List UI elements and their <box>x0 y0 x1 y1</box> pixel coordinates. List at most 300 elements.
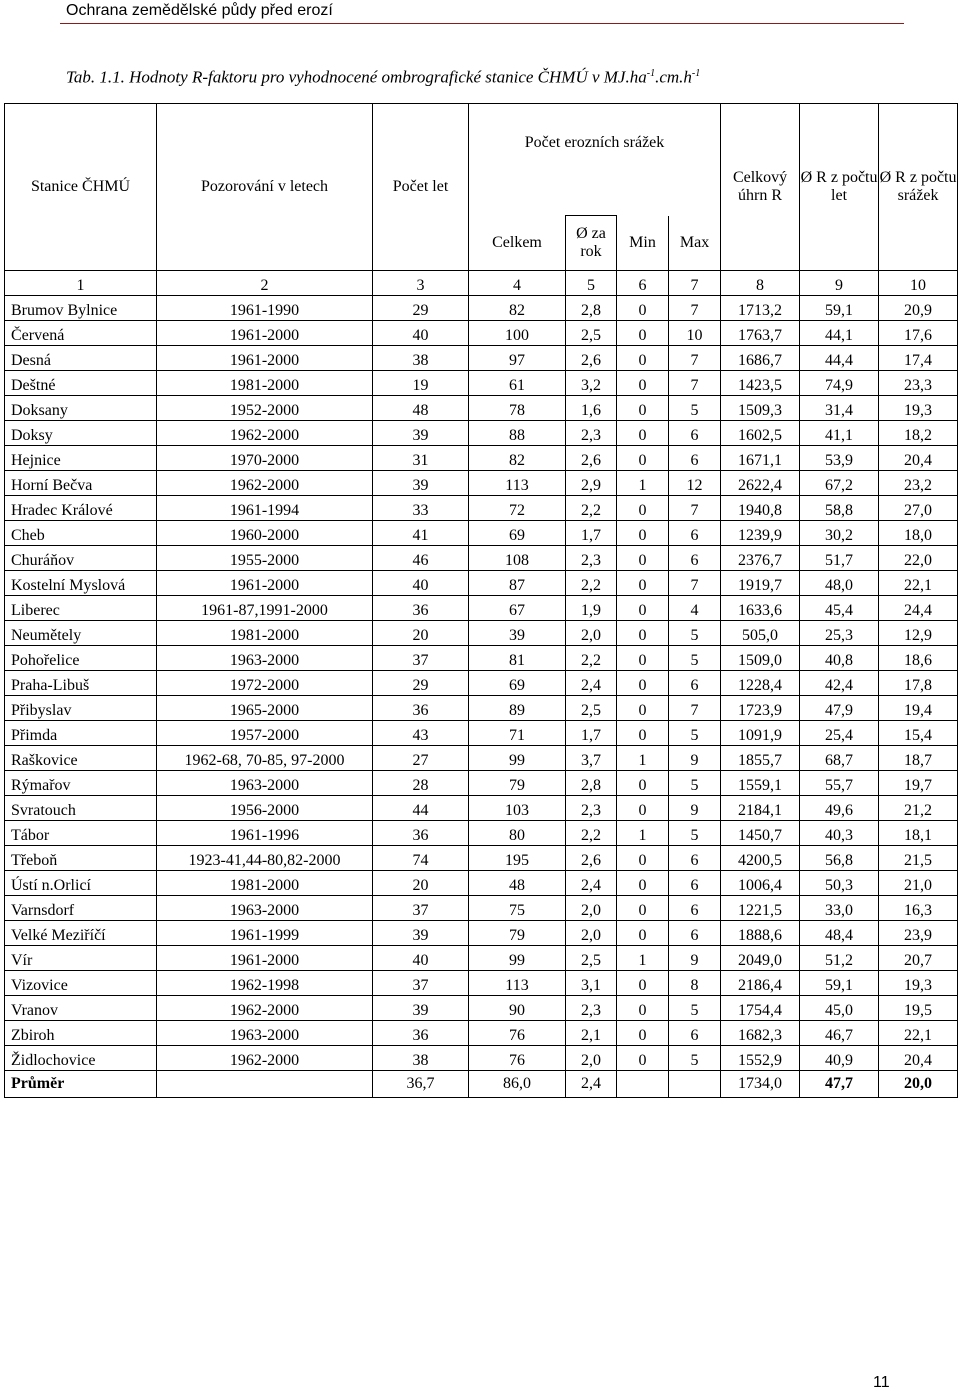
max-cell: 6 <box>669 546 721 571</box>
r-per-event-cell: 18,7 <box>879 746 958 771</box>
period-cell: 1961-1994 <box>157 496 373 521</box>
r-per-event-cell: 23,2 <box>879 471 958 496</box>
station-cell: Třeboň <box>5 846 157 871</box>
period-cell: 1965-2000 <box>157 696 373 721</box>
station-cell: Varnsdorf <box>5 896 157 921</box>
years-cell: 37 <box>373 896 469 921</box>
header-avg-per-year: Ø za rok <box>566 216 617 271</box>
total-events-cell: 113 <box>469 971 566 996</box>
r-per-year-cell: 45,4 <box>800 596 879 621</box>
years-cell: 41 <box>373 521 469 546</box>
station-cell: Pohořelice <box>5 646 157 671</box>
period-cell: 1961-87,1991-2000 <box>157 596 373 621</box>
r-per-event-cell: 19,3 <box>879 396 958 421</box>
years-cell: 20 <box>373 871 469 896</box>
total-events-cell: 88 <box>469 421 566 446</box>
column-index: 1 <box>5 271 157 296</box>
station-cell: Deštné <box>5 371 157 396</box>
min-cell: 0 <box>617 971 669 996</box>
period-cell: 1956-2000 <box>157 796 373 821</box>
average-per-year: 2,4 <box>566 1071 617 1098</box>
years-cell: 27 <box>373 746 469 771</box>
total-events-cell: 76 <box>469 1021 566 1046</box>
average-total-events: 86,0 <box>469 1071 566 1098</box>
station-cell: Doksany <box>5 396 157 421</box>
table-row <box>5 296 958 321</box>
r-per-year-cell: 55,7 <box>800 771 879 796</box>
period-cell: 1961-2000 <box>157 571 373 596</box>
avg-per-year-cell: 2,3 <box>566 996 617 1021</box>
table-row <box>5 371 958 396</box>
total-events-cell: 87 <box>469 571 566 596</box>
max-cell: 5 <box>669 646 721 671</box>
column-index: 8 <box>721 271 800 296</box>
period-cell: 1962-2000 <box>157 421 373 446</box>
r-per-event-cell: 27,0 <box>879 496 958 521</box>
r-per-year-cell: 68,7 <box>800 746 879 771</box>
station-cell: Brumov Bylnice <box>5 296 157 321</box>
period-cell: 1981-2000 <box>157 371 373 396</box>
table-row <box>5 871 958 896</box>
station-cell: Židlochovice <box>5 1046 157 1071</box>
avg-per-year-cell: 3,7 <box>566 746 617 771</box>
min-cell: 0 <box>617 496 669 521</box>
min-cell: 0 <box>617 321 669 346</box>
total-events-cell: 100 <box>469 321 566 346</box>
r-per-year-cell: 30,2 <box>800 521 879 546</box>
total-r-cell: 1855,7 <box>721 746 800 771</box>
avg-per-year-cell: 2,2 <box>566 496 617 521</box>
r-per-event-cell: 19,3 <box>879 971 958 996</box>
period-cell: 1963-2000 <box>157 771 373 796</box>
period-cell: 1961-1996 <box>157 821 373 846</box>
header-total-events: Celkem <box>469 216 566 271</box>
period-cell: 1955-2000 <box>157 546 373 571</box>
period-cell: 1962-1998 <box>157 971 373 996</box>
max-cell: 8 <box>669 971 721 996</box>
column-index-row <box>5 271 958 296</box>
total-events-cell: 75 <box>469 896 566 921</box>
period-cell: 1962-2000 <box>157 996 373 1021</box>
period-cell: 1963-2000 <box>157 646 373 671</box>
years-cell: 39 <box>373 421 469 446</box>
r-per-event-cell: 22,1 <box>879 571 958 596</box>
r-per-event-cell: 18,6 <box>879 646 958 671</box>
caption-unit: .cm.h <box>655 67 692 87</box>
period-cell: 1963-2000 <box>157 896 373 921</box>
running-header: Ochrana zemědělské půdy před erozí <box>66 2 333 19</box>
average-r-per-year: 47,7 <box>800 1071 879 1098</box>
min-cell: 0 <box>617 721 669 746</box>
min-cell: 1 <box>617 746 669 771</box>
r-per-year-cell: 56,8 <box>800 846 879 871</box>
average-max <box>669 1071 721 1098</box>
min-cell: 0 <box>617 846 669 871</box>
station-cell: Hejnice <box>5 446 157 471</box>
total-r-cell: 1221,5 <box>721 896 800 921</box>
period-cell: 1981-2000 <box>157 621 373 646</box>
r-factor-table <box>4 103 958 1098</box>
column-index: 5 <box>566 271 617 296</box>
total-events-cell: 81 <box>469 646 566 671</box>
caption-text: Tab. 1.1. Hodnoty R-faktoru pro vyhodnocené ombrografické stanice ČHMÚ v MJ.ha <box>66 67 647 87</box>
station-cell: Raškovice <box>5 746 157 771</box>
period-cell: 1961-2000 <box>157 321 373 346</box>
max-cell: 9 <box>669 796 721 821</box>
total-r-cell: 1919,7 <box>721 571 800 596</box>
avg-per-year-cell: 2,4 <box>566 871 617 896</box>
total-r-cell: 1686,7 <box>721 346 800 371</box>
r-per-event-cell: 20,9 <box>879 296 958 321</box>
avg-per-year-cell: 2,8 <box>566 771 617 796</box>
table-body <box>5 296 958 1071</box>
max-cell: 9 <box>669 746 721 771</box>
column-index: 7 <box>669 271 721 296</box>
avg-per-year-cell: 2,2 <box>566 571 617 596</box>
years-cell: 74 <box>373 846 469 871</box>
r-per-event-cell: 23,3 <box>879 371 958 396</box>
station-cell: Přimda <box>5 721 157 746</box>
total-events-cell: 67 <box>469 596 566 621</box>
r-per-year-cell: 44,4 <box>800 346 879 371</box>
average-row <box>5 1071 958 1098</box>
average-r-per-event: 20,0 <box>879 1071 958 1098</box>
years-cell: 48 <box>373 396 469 421</box>
station-cell: Vranov <box>5 996 157 1021</box>
avg-per-year-cell: 2,5 <box>566 946 617 971</box>
min-cell: 1 <box>617 946 669 971</box>
table-row <box>5 346 958 371</box>
total-events-cell: 89 <box>469 696 566 721</box>
avg-per-year-cell: 2,4 <box>566 671 617 696</box>
table-row <box>5 471 958 496</box>
period-cell: 1957-2000 <box>157 721 373 746</box>
table-row <box>5 746 958 771</box>
r-per-event-cell: 15,4 <box>879 721 958 746</box>
years-cell: 36 <box>373 1021 469 1046</box>
column-index: 6 <box>617 271 669 296</box>
table-row <box>5 546 958 571</box>
avg-per-year-cell: 2,5 <box>566 321 617 346</box>
total-events-cell: 76 <box>469 1046 566 1071</box>
total-events-cell: 78 <box>469 396 566 421</box>
r-per-event-cell: 22,1 <box>879 1021 958 1046</box>
station-cell: Liberec <box>5 596 157 621</box>
years-cell: 39 <box>373 921 469 946</box>
total-events-cell: 80 <box>469 821 566 846</box>
max-cell: 6 <box>669 446 721 471</box>
column-index: 4 <box>469 271 566 296</box>
min-cell: 0 <box>617 396 669 421</box>
total-events-cell: 195 <box>469 846 566 871</box>
r-per-event-cell: 21,0 <box>879 871 958 896</box>
min-cell: 0 <box>617 546 669 571</box>
avg-per-year-cell: 2,3 <box>566 421 617 446</box>
r-per-event-cell: 23,9 <box>879 921 958 946</box>
r-per-event-cell: 21,5 <box>879 846 958 871</box>
total-r-cell: 2376,7 <box>721 546 800 571</box>
total-events-cell: 69 <box>469 521 566 546</box>
r-per-event-cell: 17,4 <box>879 346 958 371</box>
total-r-cell: 1091,9 <box>721 721 800 746</box>
table-row <box>5 521 958 546</box>
r-per-event-cell: 12,9 <box>879 621 958 646</box>
min-cell: 0 <box>617 446 669 471</box>
max-cell: 10 <box>669 321 721 346</box>
total-r-cell: 1723,9 <box>721 696 800 721</box>
column-index: 9 <box>800 271 879 296</box>
period-cell: 1960-2000 <box>157 521 373 546</box>
station-cell: Neumětely <box>5 621 157 646</box>
station-cell: Desná <box>5 346 157 371</box>
max-cell: 5 <box>669 1046 721 1071</box>
total-events-cell: 103 <box>469 796 566 821</box>
column-index: 10 <box>879 271 958 296</box>
average-years: 36,7 <box>373 1071 469 1098</box>
years-cell: 29 <box>373 296 469 321</box>
period-cell: 1972-2000 <box>157 671 373 696</box>
r-per-year-cell: 33,0 <box>800 896 879 921</box>
period-cell: 1962-68, 70-85, 97-2000 <box>157 746 373 771</box>
header-station: Stanice ČHMÚ <box>5 104 157 271</box>
period-cell: 1981-2000 <box>157 871 373 896</box>
years-cell: 37 <box>373 646 469 671</box>
avg-per-year-cell: 2,1 <box>566 1021 617 1046</box>
r-per-year-cell: 45,0 <box>800 996 879 1021</box>
average-total-r: 1734,0 <box>721 1071 800 1098</box>
table-row <box>5 796 958 821</box>
table-row <box>5 421 958 446</box>
total-events-cell: 108 <box>469 546 566 571</box>
years-cell: 38 <box>373 346 469 371</box>
header-min: Min <box>617 216 669 271</box>
min-cell: 0 <box>617 571 669 596</box>
header-rule <box>60 23 904 24</box>
period-cell: 1963-2000 <box>157 1021 373 1046</box>
r-per-event-cell: 24,4 <box>879 596 958 621</box>
r-per-event-cell: 18,1 <box>879 821 958 846</box>
r-per-year-cell: 58,8 <box>800 496 879 521</box>
min-cell: 1 <box>617 821 669 846</box>
total-r-cell: 1450,7 <box>721 821 800 846</box>
r-per-event-cell: 17,8 <box>879 671 958 696</box>
max-cell: 5 <box>669 821 721 846</box>
total-r-cell: 1552,9 <box>721 1046 800 1071</box>
header-period: Pozorování v letech <box>157 104 373 271</box>
max-cell: 6 <box>669 421 721 446</box>
max-cell: 5 <box>669 396 721 421</box>
max-cell: 7 <box>669 371 721 396</box>
years-cell: 46 <box>373 546 469 571</box>
total-r-cell: 1509,3 <box>721 396 800 421</box>
min-cell: 0 <box>617 296 669 321</box>
years-cell: 31 <box>373 446 469 471</box>
r-per-event-cell: 16,3 <box>879 896 958 921</box>
r-per-event-cell: 18,2 <box>879 421 958 446</box>
r-per-event-cell: 19,4 <box>879 696 958 721</box>
period-cell: 1961-2000 <box>157 346 373 371</box>
column-index: 2 <box>157 271 373 296</box>
header-events-group: Počet erozních srážek <box>469 104 721 216</box>
station-cell: Červená <box>5 321 157 346</box>
max-cell: 9 <box>669 946 721 971</box>
r-per-year-cell: 42,4 <box>800 671 879 696</box>
station-cell: Vír <box>5 946 157 971</box>
r-per-year-cell: 40,9 <box>800 1046 879 1071</box>
min-cell: 0 <box>617 521 669 546</box>
years-cell: 36 <box>373 821 469 846</box>
min-cell: 0 <box>617 596 669 621</box>
header-years: Počet let <box>373 104 469 271</box>
min-cell: 0 <box>617 896 669 921</box>
years-cell: 37 <box>373 971 469 996</box>
avg-per-year-cell: 3,1 <box>566 971 617 996</box>
total-r-cell: 1763,7 <box>721 321 800 346</box>
avg-per-year-cell: 2,6 <box>566 446 617 471</box>
total-r-cell: 1602,5 <box>721 421 800 446</box>
avg-per-year-cell: 2,3 <box>566 546 617 571</box>
r-per-year-cell: 48,4 <box>800 921 879 946</box>
min-cell: 0 <box>617 771 669 796</box>
total-events-cell: 90 <box>469 996 566 1021</box>
total-events-cell: 71 <box>469 721 566 746</box>
station-cell: Horní Bečva <box>5 471 157 496</box>
total-r-cell: 505,0 <box>721 621 800 646</box>
total-r-cell: 2186,4 <box>721 971 800 996</box>
page-number: 11 <box>873 1374 890 1391</box>
total-r-cell: 4200,5 <box>721 846 800 871</box>
total-r-cell: 2184,1 <box>721 796 800 821</box>
avg-per-year-cell: 2,3 <box>566 796 617 821</box>
total-r-cell: 1509,0 <box>721 646 800 671</box>
station-cell: Ústí n.Orlicí <box>5 871 157 896</box>
table-row <box>5 646 958 671</box>
table-row <box>5 321 958 346</box>
period-cell: 1962-2000 <box>157 1046 373 1071</box>
min-cell: 0 <box>617 921 669 946</box>
years-cell: 39 <box>373 471 469 496</box>
min-cell: 0 <box>617 1046 669 1071</box>
avg-per-year-cell: 3,2 <box>566 371 617 396</box>
total-r-cell: 1940,8 <box>721 496 800 521</box>
header-max: Max <box>669 216 721 271</box>
min-cell: 0 <box>617 646 669 671</box>
max-cell: 6 <box>669 521 721 546</box>
total-events-cell: 69 <box>469 671 566 696</box>
r-per-year-cell: 31,4 <box>800 396 879 421</box>
years-cell: 40 <box>373 321 469 346</box>
station-cell: Cheb <box>5 521 157 546</box>
r-per-year-cell: 59,1 <box>800 971 879 996</box>
max-cell: 7 <box>669 346 721 371</box>
min-cell: 0 <box>617 346 669 371</box>
r-per-year-cell: 59,1 <box>800 296 879 321</box>
avg-per-year-cell: 2,0 <box>566 921 617 946</box>
max-cell: 6 <box>669 1021 721 1046</box>
years-cell: 40 <box>373 571 469 596</box>
max-cell: 5 <box>669 996 721 1021</box>
total-events-cell: 97 <box>469 346 566 371</box>
years-cell: 38 <box>373 1046 469 1071</box>
avg-per-year-cell: 1,9 <box>566 596 617 621</box>
r-per-event-cell: 20,4 <box>879 446 958 471</box>
max-cell: 12 <box>669 471 721 496</box>
total-events-cell: 99 <box>469 746 566 771</box>
average-min <box>617 1071 669 1098</box>
r-per-event-cell: 19,7 <box>879 771 958 796</box>
avg-per-year-cell: 2,0 <box>566 896 617 921</box>
avg-per-year-cell: 1,6 <box>566 396 617 421</box>
table-row <box>5 821 958 846</box>
max-cell: 6 <box>669 871 721 896</box>
r-per-event-cell: 17,6 <box>879 321 958 346</box>
min-cell: 0 <box>617 871 669 896</box>
header-r-per-event: Ø R z počtu srážek <box>879 104 958 271</box>
total-events-cell: 72 <box>469 496 566 521</box>
station-cell: Vizovice <box>5 971 157 996</box>
table-row <box>5 396 958 421</box>
station-cell: Svratouch <box>5 796 157 821</box>
r-per-year-cell: 53,9 <box>800 446 879 471</box>
total-events-cell: 79 <box>469 771 566 796</box>
avg-per-year-cell: 2,0 <box>566 621 617 646</box>
avg-per-year-cell: 2,8 <box>566 296 617 321</box>
total-events-cell: 82 <box>469 296 566 321</box>
max-cell: 5 <box>669 621 721 646</box>
r-per-year-cell: 47,9 <box>800 696 879 721</box>
years-cell: 39 <box>373 996 469 1021</box>
station-cell: Přibyslav <box>5 696 157 721</box>
total-r-cell: 1228,4 <box>721 671 800 696</box>
r-per-year-cell: 44,1 <box>800 321 879 346</box>
avg-per-year-cell: 2,9 <box>566 471 617 496</box>
period-cell: 1961-1990 <box>157 296 373 321</box>
r-per-year-cell: 41,1 <box>800 421 879 446</box>
r-per-event-cell: 19,5 <box>879 996 958 1021</box>
r-per-year-cell: 25,4 <box>800 721 879 746</box>
avg-per-year-cell: 2,5 <box>566 696 617 721</box>
table-row <box>5 596 958 621</box>
average-label: Průměr <box>5 1071 157 1098</box>
total-r-cell: 1239,9 <box>721 521 800 546</box>
max-cell: 6 <box>669 671 721 696</box>
min-cell: 0 <box>617 671 669 696</box>
years-cell: 36 <box>373 696 469 721</box>
avg-per-year-cell: 2,6 <box>566 846 617 871</box>
years-cell: 20 <box>373 621 469 646</box>
r-per-year-cell: 51,7 <box>800 546 879 571</box>
period-cell: 1962-2000 <box>157 471 373 496</box>
table-row <box>5 971 958 996</box>
r-per-year-cell: 49,6 <box>800 796 879 821</box>
avg-per-year-cell: 1,7 <box>566 521 617 546</box>
table-row <box>5 921 958 946</box>
min-cell: 0 <box>617 621 669 646</box>
max-cell: 4 <box>669 596 721 621</box>
years-cell: 33 <box>373 496 469 521</box>
r-per-event-cell: 20,4 <box>879 1046 958 1071</box>
table-row <box>5 946 958 971</box>
min-cell: 0 <box>617 1021 669 1046</box>
years-cell: 43 <box>373 721 469 746</box>
min-cell: 0 <box>617 996 669 1021</box>
max-cell: 5 <box>669 771 721 796</box>
table-row <box>5 1046 958 1071</box>
table-row <box>5 671 958 696</box>
years-cell: 29 <box>373 671 469 696</box>
max-cell: 7 <box>669 696 721 721</box>
r-per-event-cell: 18,0 <box>879 521 958 546</box>
